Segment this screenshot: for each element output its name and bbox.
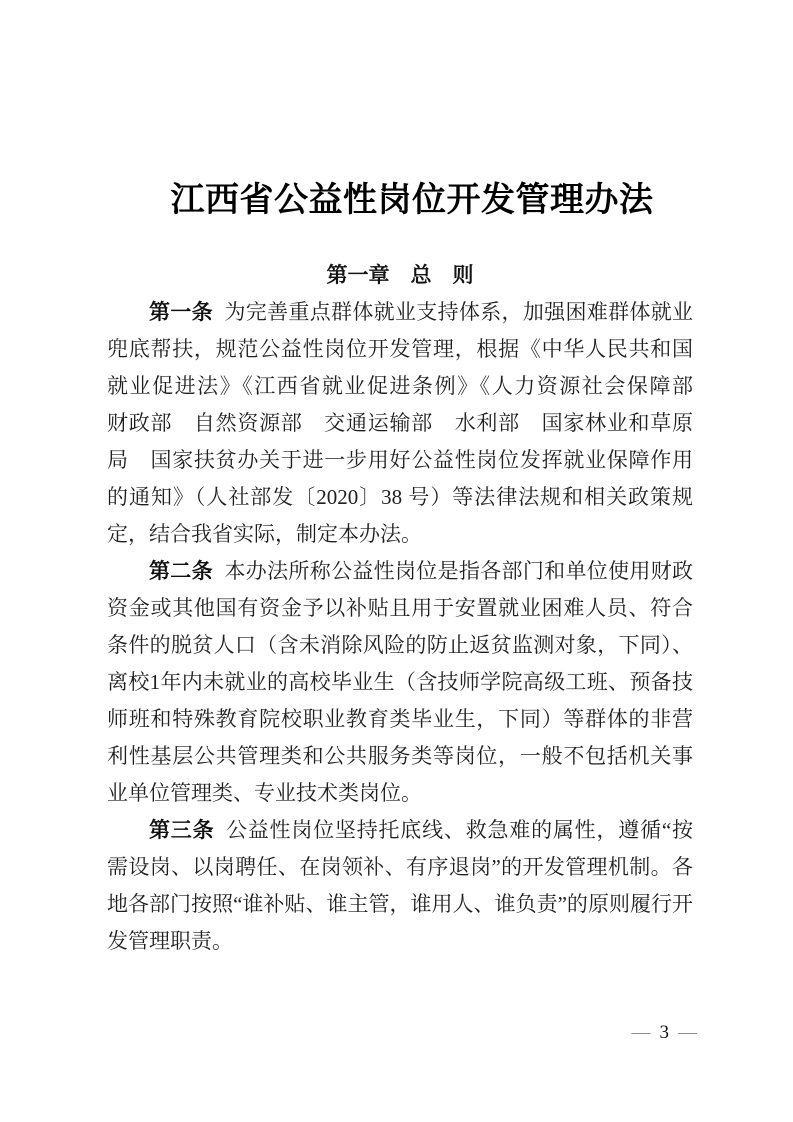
article-3-text: 公益性岗位坚持托底线、救急难的属性，遵循“按需设岗、以岗聘任、在岗领补、有序退岗”的开发管理机制。各地各部门按照“谁补贴、谁主管，谁用人、谁负责”的原则履行开发管理职责。: [107, 818, 693, 953]
article-1-number: 第一条: [149, 300, 213, 324]
page-number-value: 3: [659, 1022, 669, 1043]
page-number: [632, 1023, 698, 1043]
paragraph-article-1: [107, 294, 714, 553]
page-number-dash-right: —: [678, 1022, 697, 1043]
article-3-number: 第三条: [149, 818, 215, 842]
article-1-text: 为完善重点群体就业支持体系，加强困难群体就业兜底帮扶，规范公益性岗位开发管理，根据《中华人民共和国就业促进法》《江西省就业促进条例》《人力资源社会保障部 财政部 自然资源部 交通运输部 水利部 国家林业和草原局 国家扶贫办关于进一步用好公益性岗位发挥就业保障作用的通知》（人社部发〔2020〕38 号）等法律法规和相关政策规定，结合我省实际，制定本办法。: [107, 300, 714, 546]
article-2-number: 第二条: [149, 559, 213, 583]
page-number-dash-left: —: [631, 1022, 651, 1043]
paragraph-article-2: [107, 553, 693, 812]
document-body: [107, 294, 714, 960]
document-title: 江西省公益性岗位开发管理办法: [170, 182, 654, 219]
article-2-text: 本办法所称公益性岗位是指各部门和单位使用财政资金或其他国有资金予以补贴且用于安置就业困难人员、符合条件的脱贫人口（含未消除风险的防止返贫监测对象，下同）、离校1年内未就业的高校毕业生（含技师学院高级工班、预备技师班和特殊教育院校职业教育类毕业生，下同）等群体的非营利性基层公共管理类和公共服务类等岗位，一般不包括机关事业单位管理类、专业技术类岗位。: [107, 559, 694, 805]
chapter-heading: 第一章 总 则: [326, 264, 474, 287]
paragraph-article-3: [107, 812, 693, 960]
